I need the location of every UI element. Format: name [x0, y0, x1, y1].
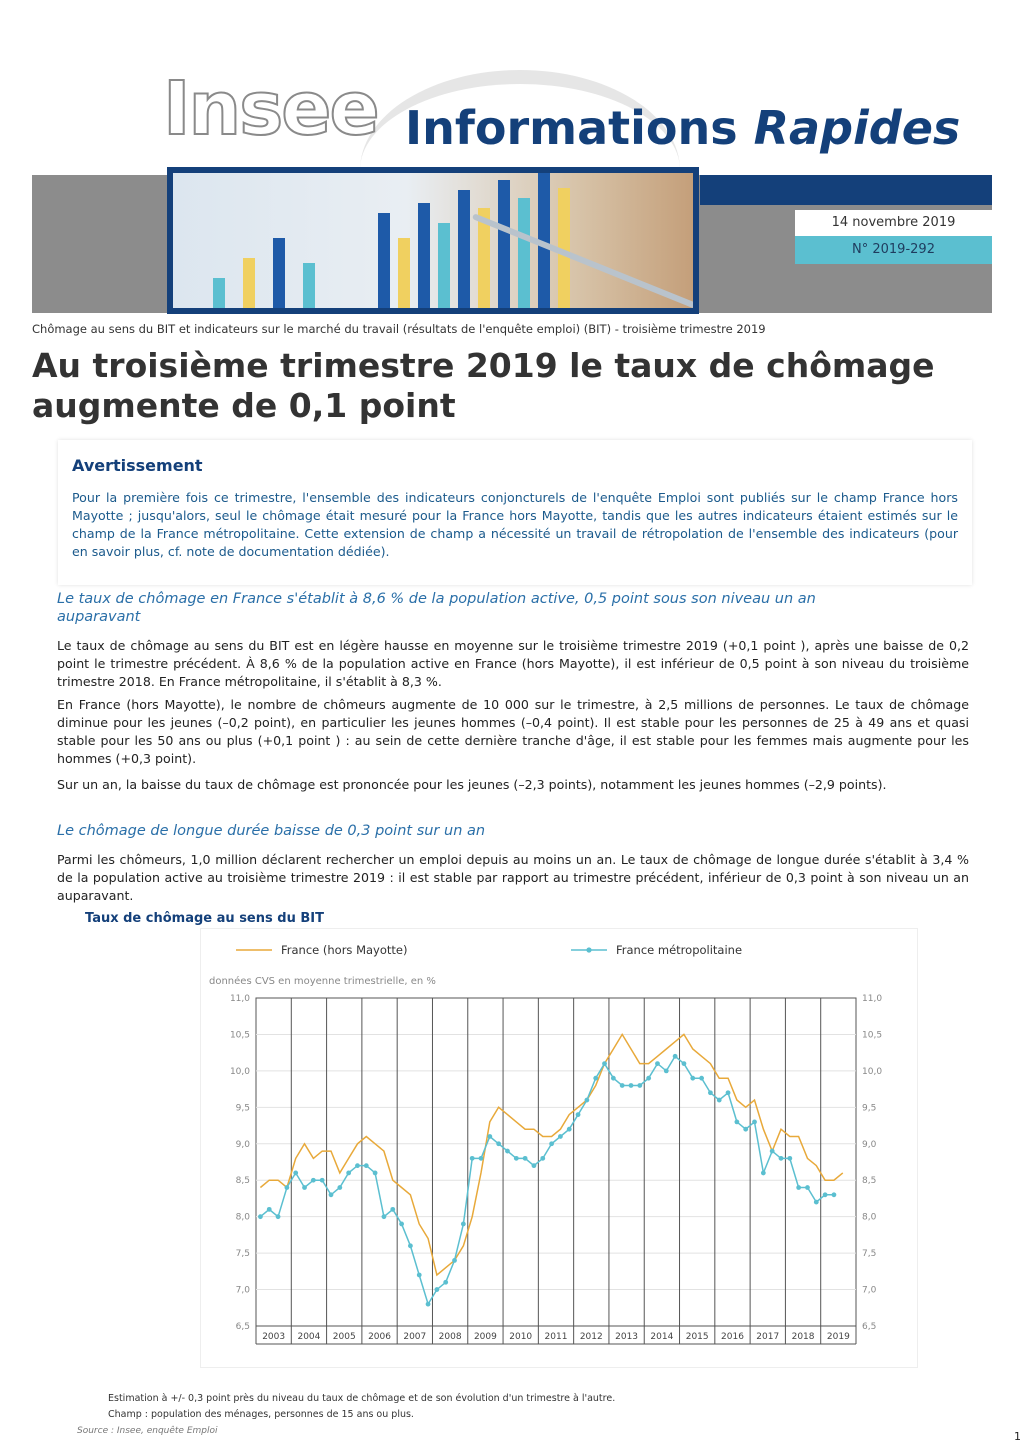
data-point: [487, 1134, 492, 1139]
y-tick-label-left: 10,0: [229, 1066, 250, 1077]
section2-paragraph1: Parmi les chômeurs, 1,0 million déclarent rechercher un emploi depuis au moins un an. Le taux de chômage de longue durée s'établit à 3,4 % de la population active au troisième trimestre 2019 : il est stable par rapport au trimestre précédent, inférieur de 0,3 point à son niveau un an auparavant.: [57, 852, 969, 903]
warning-heading: Avertissement: [72, 456, 203, 475]
data-point: [505, 1149, 510, 1154]
data-point: [584, 1098, 589, 1103]
chart-container: [200, 928, 918, 1368]
header-photo: [167, 167, 699, 314]
data-point: [258, 1214, 263, 1219]
warning-text: Pour la première fois ce trimestre, l'ensemble des indicateurs conjoncturels de l'enquête Emploi sont publiés sur le champ France hors Mayotte ; jusqu'alors, seul le chômage était mesuré pour la France hors Mayotte, tandis que les autres indicateurs étaient estimés sur le champ de la France métropolitaine. Cette extension de champ a nécessité un travail de rétropolation de l'ensemble des indicateurs (pour en savoir plus, cf. note de documentation dédiée).: [72, 490, 958, 559]
data-point: [479, 1156, 484, 1161]
data-point: [496, 1141, 501, 1146]
y-tick-label-left: 9,5: [235, 1103, 250, 1114]
chart-notes: [108, 1391, 615, 1423]
photo-bar: [213, 278, 225, 308]
photo-bar: [518, 198, 530, 308]
data-point: [514, 1156, 519, 1161]
chart-title: Taux de chômage au sens du BIT: [85, 911, 324, 926]
y-tick-label-right: 8,0: [862, 1212, 877, 1223]
data-point: [726, 1090, 731, 1095]
y-tick-label-left: 8,0: [235, 1212, 250, 1223]
data-point: [408, 1243, 413, 1248]
data-point: [337, 1185, 342, 1190]
x-tick-label: 2010: [509, 1332, 533, 1342]
x-tick-label: 2007: [403, 1332, 427, 1342]
y-tick-label-left: 10,5: [229, 1030, 250, 1041]
data-point: [540, 1156, 545, 1161]
data-point: [382, 1214, 387, 1219]
section1-paragraph1: Le taux de chômage au sens du BIT est en légère hausse en moyenne sur le troisième trimestre 2019 (+0,1 point ), après une baisse de 0,2 point le trimestre précédent. À 8,6 % de la population active en France (hors Mayotte), il est inférieur de 0,5 point à son niveau du troisième trimestre 2018. En France métropolitaine, il s'établit à 8,3 %.: [57, 638, 969, 689]
x-tick-label: 2008: [438, 1332, 462, 1342]
legend-label: France métropolitaine: [616, 943, 743, 957]
data-point: [452, 1258, 457, 1263]
data-point: [293, 1171, 298, 1176]
data-point: [637, 1083, 642, 1088]
y-tick-label-right: 7,0: [862, 1285, 877, 1296]
data-point: [611, 1076, 616, 1081]
data-point: [576, 1112, 581, 1117]
data-point: [523, 1156, 528, 1161]
data-point: [346, 1171, 351, 1176]
data-point: [320, 1178, 325, 1183]
data-point: [699, 1076, 704, 1081]
document-subtitle: Chômage au sens du BIT et indicateurs sur le marché du travail (résultats de l'enquête emploi) (BIT) - troisième trimestre 2019: [32, 322, 766, 336]
data-point: [329, 1192, 334, 1197]
legend-label: France (hors Mayotte): [281, 943, 408, 957]
y-tick-label-left: 7,5: [235, 1249, 250, 1260]
data-point: [664, 1068, 669, 1073]
data-point: [655, 1061, 660, 1066]
data-point: [752, 1120, 757, 1125]
legend-marker: [586, 947, 591, 952]
y-tick-label-right: 7,5: [862, 1249, 877, 1260]
y-tick-label-left: 9,0: [235, 1139, 250, 1150]
y-tick-label-right: 11,0: [862, 994, 883, 1004]
data-point: [364, 1163, 369, 1168]
x-tick-label: 2005: [332, 1332, 356, 1342]
data-point: [267, 1207, 272, 1212]
chart-source: Source : Insee, enquête Emploi: [77, 1426, 218, 1436]
data-point: [593, 1076, 598, 1081]
y-tick-label-right: 8,5: [862, 1176, 877, 1187]
publication-number: N° 2019-292: [795, 236, 992, 264]
y-tick-label-right: 9,5: [862, 1103, 877, 1114]
x-tick-label: 2011: [544, 1332, 568, 1342]
photo-bar: [458, 190, 470, 308]
data-point: [355, 1163, 360, 1168]
data-point: [682, 1061, 687, 1066]
y-tick-label-right: 10,5: [862, 1030, 883, 1041]
photo-bar: [243, 258, 255, 308]
warning-box: [58, 440, 972, 585]
note-field: Champ : population des ménages, personnes de 15 ans ou plus.: [108, 1409, 414, 1420]
data-point: [311, 1178, 316, 1183]
data-point: [470, 1156, 475, 1161]
x-tick-label: 2009: [473, 1332, 497, 1342]
publication-name-italic: Rapides: [753, 101, 961, 155]
data-point: [426, 1302, 431, 1307]
data-point: [770, 1149, 775, 1154]
header-photo-image: [173, 173, 693, 308]
photo-bar: [398, 238, 410, 308]
data-point: [434, 1287, 439, 1292]
data-point: [761, 1171, 766, 1176]
photo-bar: [378, 213, 390, 308]
photo-bar: [438, 223, 450, 308]
y-tick-label-right: 6,5: [862, 1322, 877, 1332]
x-tick-label: 2012: [579, 1332, 603, 1342]
data-point: [629, 1083, 634, 1088]
data-point: [558, 1134, 563, 1139]
data-point: [673, 1054, 678, 1059]
data-point: [787, 1156, 792, 1161]
page-number: 1: [1014, 1430, 1021, 1443]
x-tick-label: 2016: [721, 1332, 744, 1342]
header-blue-band: [700, 175, 992, 205]
data-point: [443, 1280, 448, 1285]
x-tick-label: 2015: [685, 1332, 709, 1342]
data-point: [532, 1163, 537, 1168]
data-point: [620, 1083, 625, 1088]
data-point: [373, 1171, 378, 1176]
photo-bar: [303, 263, 315, 308]
data-point: [567, 1127, 572, 1132]
page-title: Au troisième trimestre 2019 le taux de chômage augmente de 0,1 point: [32, 346, 935, 425]
section1-paragraph3: Sur un an, la baisse du taux de chômage est prononcée pour les jeunes (–2,3 points), notamment les jeunes hommes (–2,9 points).: [57, 777, 887, 792]
data-point: [390, 1207, 395, 1212]
data-point: [796, 1185, 801, 1190]
x-tick-label: 2014: [650, 1332, 674, 1342]
unemployment-line-chart: [201, 929, 919, 1369]
x-tick-label: 2019: [826, 1332, 850, 1342]
insee-logo: Insee: [163, 66, 378, 152]
data-point: [284, 1185, 289, 1190]
publication-name: [405, 101, 961, 155]
data-point: [708, 1090, 713, 1095]
data-point: [276, 1214, 281, 1219]
photo-bar: [273, 238, 285, 308]
data-point: [646, 1076, 651, 1081]
photo-bar: [418, 203, 430, 308]
x-tick-label: 2004: [297, 1332, 321, 1342]
publication-name-main: Informations: [405, 101, 738, 155]
y-axis-label: données CVS en moyenne trimestrielle, en %: [209, 976, 436, 987]
x-tick-label: 2018: [791, 1332, 815, 1342]
y-tick-label-left: 6,5: [235, 1322, 250, 1332]
y-tick-label-right: 9,0: [862, 1139, 877, 1150]
data-point: [805, 1185, 810, 1190]
data-point: [399, 1222, 404, 1227]
y-tick-label-left: 11,0: [229, 994, 250, 1004]
y-tick-label-left: 8,5: [235, 1176, 250, 1187]
x-tick-label: 2013: [615, 1332, 639, 1342]
data-point: [814, 1200, 819, 1205]
publication-date: 14 novembre 2019: [795, 210, 992, 236]
photo-bar: [498, 180, 510, 308]
data-point: [832, 1192, 837, 1197]
data-point: [779, 1156, 784, 1161]
data-point: [690, 1076, 695, 1081]
data-point: [549, 1141, 554, 1146]
section2-heading: Le chômage de longue durée baisse de 0,3 point sur un an: [57, 823, 486, 839]
x-tick-label: 2017: [756, 1332, 780, 1342]
data-point: [602, 1061, 607, 1066]
section1-heading: Le taux de chômage en France s'établit à 8,6 % de la population active, 0,5 point sous son niveau un an auparavant: [57, 591, 816, 625]
x-tick-label: 2003: [262, 1332, 286, 1342]
data-point: [417, 1273, 422, 1278]
data-point: [302, 1185, 307, 1190]
x-tick-label: 2006: [368, 1332, 391, 1342]
section1-paragraph2: En France (hors Mayotte), le nombre de chômeurs augmente de 10 000 sur le trimestre, à 2,5 millions de personnes. Le taux de chômage diminue pour les jeunes (–0,2 point), en particulier les jeunes hommes (–0,4 point). Il est stable pour les personnes de 25 à 49 ans et quasi stable pour les 50 ans ou plus (+0,1 point ) : au sein de cette dernière tranche d'âge, il est stable pour les femmes mais augmente pour les hommes (+0,3 point).: [57, 697, 969, 766]
y-tick-label-right: 10,0: [862, 1066, 883, 1077]
y-tick-label-left: 7,0: [235, 1285, 250, 1296]
data-point: [823, 1192, 828, 1197]
note-estimation: Estimation à +/- 0,3 point près du niveau du taux de chômage et de son évolution d'un trimestre à l'autre.: [108, 1393, 616, 1404]
data-point: [717, 1098, 722, 1103]
data-point: [734, 1120, 739, 1125]
data-point: [461, 1222, 466, 1227]
data-point: [743, 1127, 748, 1132]
